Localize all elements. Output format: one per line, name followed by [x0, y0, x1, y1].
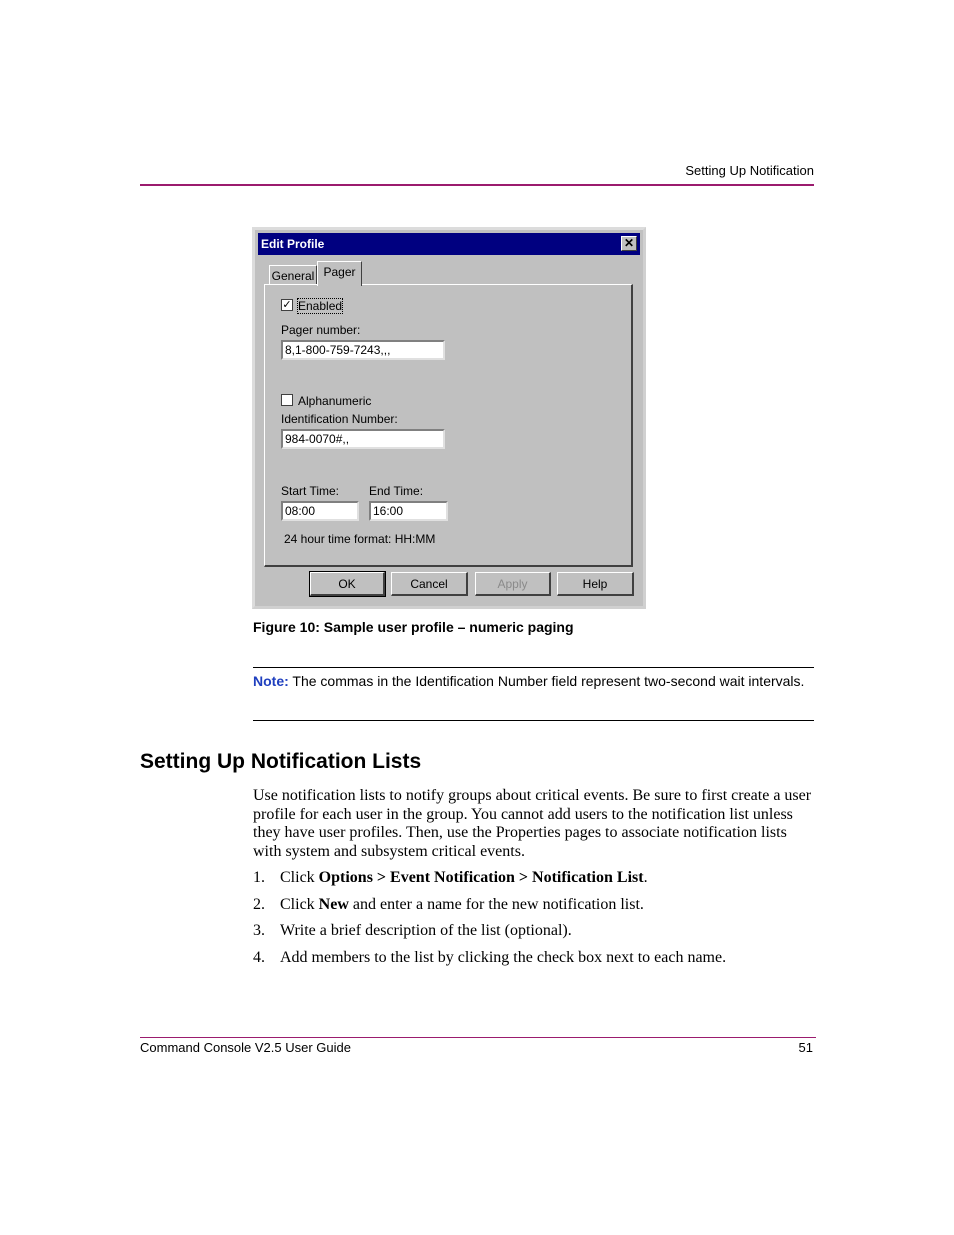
note-bottom-rule [253, 720, 814, 721]
step-text: Write a brief description of the list (optional). [280, 922, 572, 939]
time-format-note: 24 hour time format: HH:MM [284, 532, 436, 546]
step-number: 3. [253, 922, 265, 939]
footer-rule [140, 1037, 816, 1038]
alphanumeric-checkbox[interactable] [281, 394, 293, 406]
enabled-label[interactable]: Enabled [298, 299, 343, 313]
note [253, 673, 814, 690]
apply-button[interactable]: Apply [475, 572, 551, 596]
page-number: 51 [798, 1040, 813, 1055]
ok-button[interactable]: OK [310, 572, 385, 596]
edit-profile-dialog [252, 227, 646, 609]
id-number-field[interactable]: 984-0070#,, [281, 429, 445, 449]
tab-general[interactable]: General [269, 265, 317, 285]
end-time-field[interactable]: 16:00 [369, 501, 448, 521]
start-time-field[interactable]: 08:00 [281, 501, 359, 521]
help-button[interactable]: Help [557, 572, 634, 596]
note-label: Note: [253, 673, 289, 689]
dialog-titlebar [258, 233, 640, 255]
step-text: Add members to the list by clicking the check box next to each name. [280, 949, 727, 966]
close-icon[interactable]: ✕ [621, 236, 637, 251]
pager-number-field[interactable]: 8,1-800-759-7243,,, [281, 340, 445, 360]
tab-panel [264, 284, 633, 567]
step-number: 4. [253, 949, 265, 966]
note-text: The commas in the Identification Number field represent two-second wait intervals. [292, 673, 805, 689]
tab-pager[interactable]: Pager [317, 261, 362, 286]
start-time-label: Start Time: [281, 484, 340, 498]
end-time-label: End Time: [369, 484, 424, 498]
header-rule [140, 184, 814, 186]
step-number: 1. [253, 869, 265, 886]
footer-doc-title: Command Console V2.5 User Guide [140, 1040, 351, 1055]
enabled-checkbox[interactable]: ✓ [282, 299, 292, 311]
note-top-rule [253, 667, 814, 668]
running-head: Setting Up Notification [685, 163, 814, 178]
step-text: Click Options > Event Notification > Notification List. [280, 869, 648, 886]
alphanumeric-label[interactable]: Alphanumeric [298, 394, 372, 408]
pager-number-label: Pager number: [281, 323, 361, 337]
step-text: Click New and enter a name for the new notification list. [280, 896, 644, 913]
figure-caption: Figure 10: Sample user profile – numeric paging [253, 619, 574, 635]
section-title: Setting Up Notification Lists [140, 750, 422, 773]
section-intro: Use notification lists to notify groups about critical events. Be sure to first create a user profile for each user in the group. You cannot add users to the notification list unless they have user profiles. Then, use the Properties pages to associate notification lists with system and subsystem critical events. [253, 787, 812, 861]
step-number: 2. [253, 896, 265, 913]
dialog-title: Edit Profile [261, 237, 325, 251]
cancel-button[interactable]: Cancel [391, 572, 468, 596]
id-number-label: Identification Number: [281, 412, 398, 426]
